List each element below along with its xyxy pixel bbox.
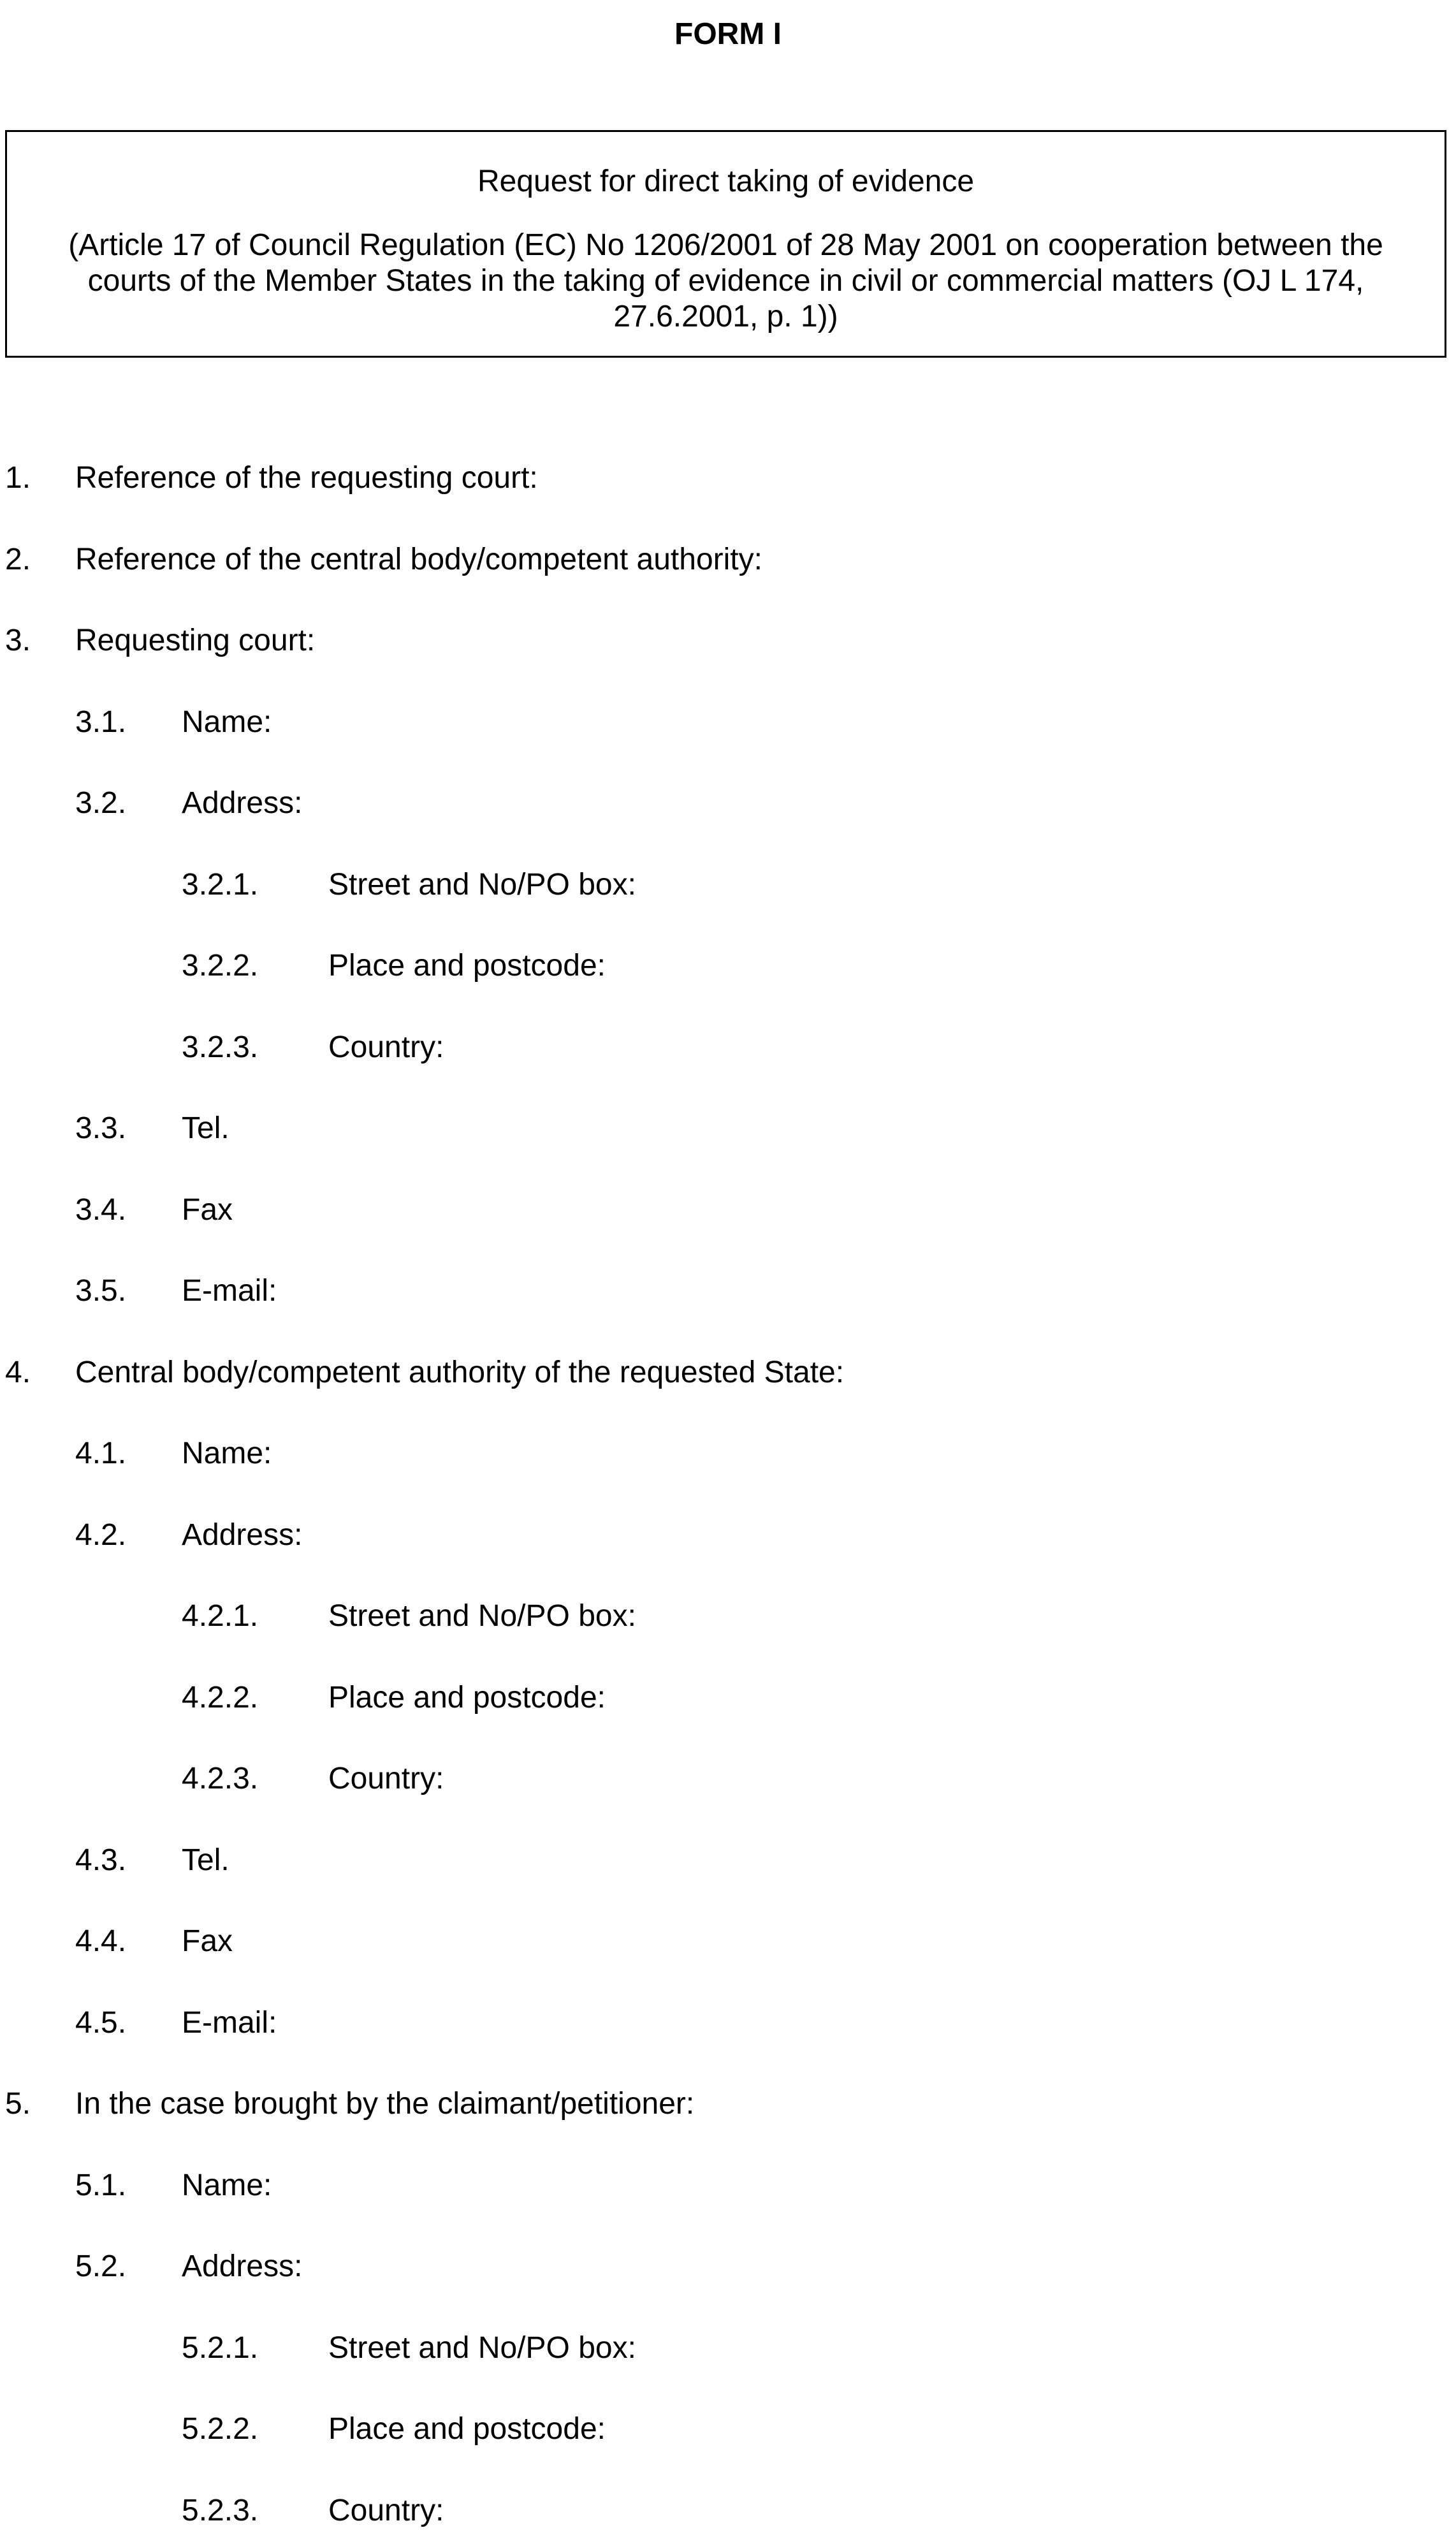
form-item	[0, 1109, 1456, 1148]
item-label: Country:	[328, 1762, 444, 1795]
form-item	[0, 1597, 1456, 1635]
item-number: 4.4.	[75, 1924, 127, 1958]
item-number: 4.5.	[75, 2005, 127, 2040]
form-item	[0, 1191, 1456, 1229]
item-label: Central body/competent authority of the requested State:	[75, 1355, 845, 1389]
item-number: 5.2.2.	[182, 2412, 259, 2446]
item-number: 4.2.1.	[182, 1599, 259, 1633]
form-item	[0, 2167, 1456, 2205]
form-item	[0, 2248, 1456, 2286]
form-item	[0, 1922, 1456, 1961]
form-item	[0, 2004, 1456, 2042]
form-item	[0, 1841, 1456, 1880]
item-label: Country:	[328, 2493, 444, 2527]
item-number: 4.2.3.	[182, 1762, 259, 1795]
form-item	[0, 541, 1456, 579]
request-title: Request for direct taking of evidence	[477, 165, 975, 198]
item-label: Reference of the central body/competent authority:	[75, 542, 762, 576]
item-number: 4.2.2.	[182, 1680, 259, 1714]
item-number: 3.	[5, 624, 31, 657]
item-label: Fax	[182, 1192, 233, 1227]
item-number: 4.3.	[75, 1843, 127, 1877]
item-number: 3.2.1.	[182, 867, 259, 902]
item-number: 4.	[5, 1355, 31, 1389]
form-item	[0, 866, 1456, 904]
item-number: 3.2.3.	[182, 1030, 259, 1064]
item-label: Address:	[182, 2249, 303, 2283]
item-label: Place and postcode:	[328, 2412, 606, 2446]
item-label: Requesting court:	[75, 624, 316, 657]
item-number: 4.1.	[75, 1437, 127, 1470]
item-label: Place and postcode:	[328, 949, 606, 983]
item-number: 3.1.	[75, 705, 127, 739]
item-label: Country:	[328, 1030, 444, 1064]
item-number: 1.	[5, 461, 31, 495]
item-label: Street and No/PO box:	[328, 2330, 636, 2365]
form-item	[0, 1679, 1456, 1717]
form-header-box	[5, 130, 1446, 358]
item-label: Reference of the requesting court:	[75, 461, 538, 495]
item-label: E-mail:	[182, 2005, 277, 2040]
item-label: Name:	[182, 705, 272, 739]
item-label: Address:	[182, 786, 303, 820]
item-label: Name:	[182, 2168, 272, 2202]
form-item	[0, 1516, 1456, 1554]
item-number: 3.2.2.	[182, 949, 259, 983]
form-item	[0, 2410, 1456, 2448]
item-number: 3.2.	[75, 786, 127, 820]
form-item	[0, 2329, 1456, 2367]
regulation-reference: (Article 17 of Council Regulation (EC) No 1206/2001 of 28 May 2001 on cooperation between the courts of the Member States in the taking of evidence in civil or commercial matters (OJ L 174, 27.6.2001, p. 1))	[68, 228, 1383, 333]
form-item	[0, 622, 1456, 660]
item-label: Tel.	[182, 1843, 229, 1877]
form-item	[0, 2085, 1456, 2123]
item-number: 2.	[5, 542, 31, 576]
form-item	[0, 1028, 1456, 1067]
item-number: 3.3.	[75, 1111, 127, 1145]
item-number: 3.5.	[75, 1274, 127, 1308]
item-number: 5.2.	[75, 2249, 127, 2283]
form-item	[0, 703, 1456, 742]
item-label: Name:	[182, 1437, 272, 1470]
item-label: Street and No/PO box:	[328, 1599, 636, 1633]
item-number: 5.	[5, 2087, 31, 2121]
item-label: Address:	[182, 1517, 303, 1552]
item-number: 5.1.	[75, 2168, 127, 2202]
form-item	[0, 1760, 1456, 1798]
item-number: 5.2.3.	[182, 2493, 259, 2527]
form-item	[0, 947, 1456, 985]
item-number: 4.2.	[75, 1517, 127, 1552]
item-label: Fax	[182, 1924, 233, 1958]
form-item	[0, 1435, 1456, 1473]
item-label: Place and postcode:	[328, 1680, 606, 1714]
form-title: FORM I	[674, 17, 782, 51]
item-number: 5.2.1.	[182, 2330, 259, 2365]
item-label: Tel.	[182, 1111, 229, 1145]
item-label: Street and No/PO box:	[328, 867, 636, 902]
form-item	[0, 1272, 1456, 1310]
form-item	[0, 784, 1456, 823]
item-number: 3.4.	[75, 1192, 127, 1227]
item-label: E-mail:	[182, 1274, 277, 1308]
form-item	[0, 1354, 1456, 1392]
form-item	[0, 2492, 1456, 2530]
form-item	[0, 459, 1456, 497]
item-label: In the case brought by the claimant/petitioner:	[75, 2087, 695, 2121]
